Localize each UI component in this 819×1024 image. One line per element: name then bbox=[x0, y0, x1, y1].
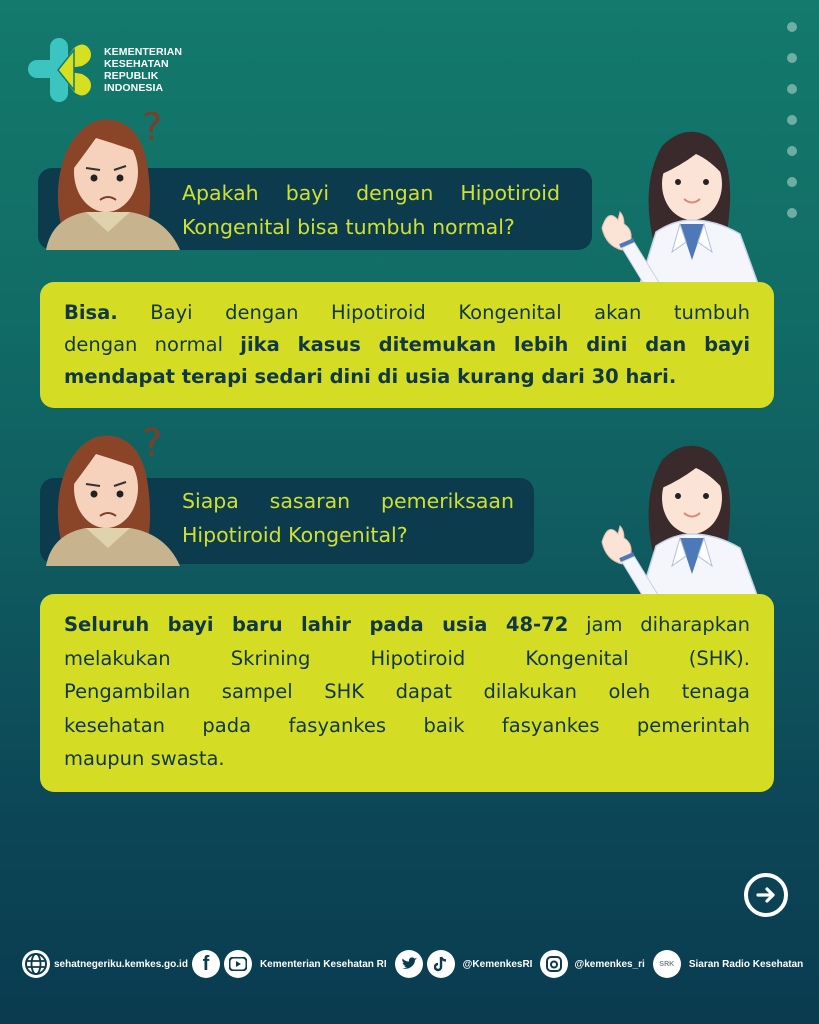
question-mark-icon: ? bbox=[142, 424, 163, 465]
answer-line: kesehatan pada fasyankes baik fasyankes pemerintah bbox=[64, 713, 750, 737]
twitter-tiktok-handle[interactable]: @KemenkesRI bbox=[462, 958, 533, 970]
answer-emphasis: mendapat terapi sedari dini di usia kurang dari 30 hari. bbox=[64, 365, 677, 388]
twitter-icon[interactable] bbox=[395, 950, 423, 978]
answer-box-1 bbox=[40, 282, 774, 408]
logo-line: KESEHATAN bbox=[104, 58, 169, 70]
radio-badge-text: SRK bbox=[659, 960, 675, 968]
kemenkes-logo bbox=[28, 36, 182, 104]
website-link[interactable]: sehatnegeriku.kemkes.go.id bbox=[54, 958, 188, 970]
answer-emphasis: jika kasus ditemukan lebih dini dan bayi bbox=[240, 333, 750, 356]
youtube-facebook-account[interactable]: Kementerian Kesehatan RI bbox=[259, 958, 387, 970]
answer-line bbox=[64, 329, 750, 361]
question-line: Siapa sasaran pemeriksaan bbox=[182, 489, 514, 513]
doctor-illustration bbox=[600, 124, 770, 284]
logo-line: INDONESIA bbox=[104, 82, 164, 94]
youtube-icon[interactable] bbox=[224, 950, 252, 978]
logo-line: REPUBLIK bbox=[104, 70, 159, 82]
answer-line: Pengambilan sampel SHK dapat dilakukan oleh tenaga bbox=[64, 680, 750, 703]
question-text-2 bbox=[182, 484, 514, 552]
globe-icon bbox=[22, 950, 50, 978]
confused-woman-illustration bbox=[46, 424, 186, 566]
answer-emphasis: Bisa. bbox=[64, 301, 118, 324]
ministry-name bbox=[104, 46, 182, 94]
answer-line: melakukan Skrining Hipotiroid Kongenital (SHK). bbox=[64, 646, 750, 670]
question-line: Hipotiroid Kongenital? bbox=[182, 523, 408, 547]
page-indicator bbox=[787, 22, 797, 218]
page-dot bbox=[787, 22, 797, 32]
arrow-right-icon bbox=[754, 883, 778, 907]
confused-woman-illustration bbox=[46, 108, 186, 250]
question-text-1 bbox=[182, 176, 560, 244]
footer-social-links bbox=[22, 948, 807, 980]
next-slide-button[interactable] bbox=[744, 873, 788, 917]
answer-text: Bayi dengan Hipotiroid Kongenital akan tumbuh bbox=[117, 301, 750, 324]
answer-box-2 bbox=[40, 594, 774, 792]
answer-line: maupun swasta. bbox=[64, 747, 225, 770]
answer-line bbox=[64, 608, 750, 642]
question-mark-icon: ? bbox=[142, 108, 163, 149]
page-dot bbox=[787, 84, 797, 94]
answer-line bbox=[64, 297, 750, 329]
instagram-icon[interactable] bbox=[540, 950, 568, 978]
page-dot bbox=[787, 208, 797, 218]
answer-line bbox=[64, 361, 750, 393]
page-dot bbox=[787, 146, 797, 156]
tiktok-icon[interactable] bbox=[427, 950, 455, 978]
answer-text: jam diharapkan bbox=[568, 613, 751, 636]
doctor-illustration bbox=[600, 438, 770, 598]
page-dot bbox=[787, 53, 797, 63]
page-dot bbox=[787, 177, 797, 187]
question-line: Kongenital bisa tumbuh normal? bbox=[182, 215, 515, 239]
facebook-icon[interactable]: f bbox=[192, 950, 220, 978]
logo-line: KEMENTERIAN bbox=[104, 46, 183, 58]
instagram-handle[interactable]: @kemenkes_ri bbox=[574, 958, 645, 970]
answer-text: dengan normal bbox=[64, 333, 241, 356]
kemenkes-logo-icon bbox=[28, 36, 94, 104]
radio-link[interactable]: Siaran Radio Kesehatan bbox=[688, 958, 804, 970]
answer-emphasis: Seluruh bayi baru lahir pada usia 48-72 bbox=[64, 613, 569, 636]
page-dot bbox=[787, 115, 797, 125]
radio-srk-icon[interactable] bbox=[653, 950, 681, 978]
question-line: Apakah bayi dengan Hipotiroid bbox=[182, 181, 560, 205]
